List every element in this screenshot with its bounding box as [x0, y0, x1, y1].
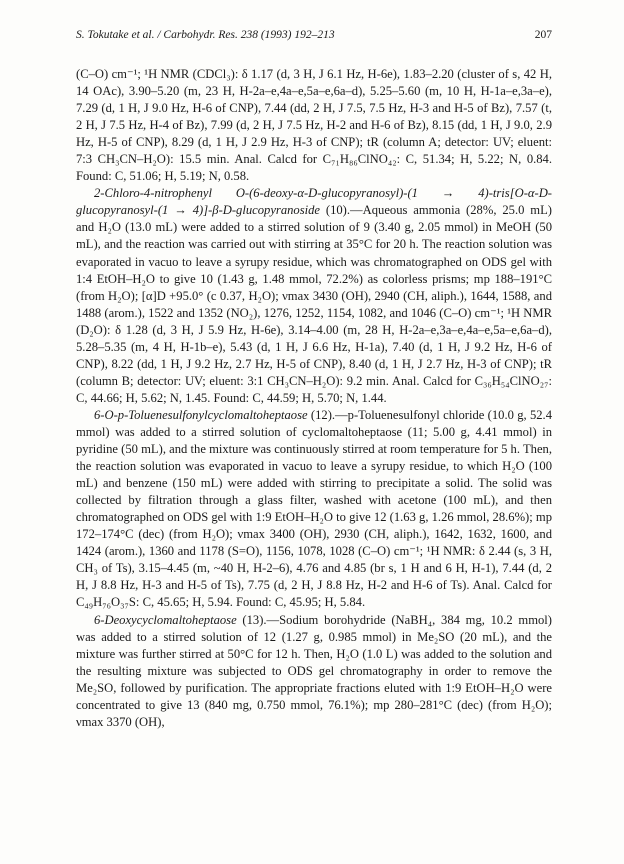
paragraph-text: —Sodium borohydride (NaBH₄, 384 mg, 10.2 mmol) was added to a stirred solution of 12 (1.27 g, 0.985 mmol) in Me₂SO (20 mL), and the mixture was further stirred at 50°C for 12 h. Then, H₂O (1.0 L) was added to the solution and the resulting mixture was subjected to ODS gel chromatography in order to remove the Me₂SO, followed by purification. The appropriate fractions eluted with 1:9 EtOH–H₂O were concentrated to give 13 (840 mg, 0.750 mmol, 76.1%); mp 280–281°C (dec) (from H₂O); νmax 3370 (OH), — [76, 612, 552, 729]
compound-title: 2-Chloro-4-nitrophenyl O-(6-deoxy-α-D-glucopyranosyl)-(1 → 4)-tris[O-α-D-glucopyranosyl-(1 → 4)]-β-D-glucopyranoside — [76, 186, 552, 218]
running-head — [76, 29, 552, 47]
compound-title: 6-O-p-Toluenesulfonylcyclomaltoheptaose — [94, 407, 308, 422]
paragraph-compound-13 — [76, 612, 552, 731]
paragraph-text: —Aqueous ammonia (28%, 25.0 mL) and H₂O (13.0 mL) were added to a stirred solution of 9 (3.40 g, 2.05 mmol) in MeOH (50 mL), and the reaction was carried out with stirring at 35°C for 20 h. The reaction solution was evaporated in vacuo to leave a syrupy residue, which was chromatographed on ODS gel with 1:4 EtOH–H₂O to give 10 (1.43 g, 1.48 mmol, 72.2%) as colorless prisms; mp 188–191°C (from H₂O); [α]D +95.0° (c 0.37, H₂O); νmax 3430 (OH), 2940 (CH, aliph.), 1644, 1588, and 1488 (arom.), 1522 and 1352 (NO₂), 1276, 1252, 1154, 1082, and 1046 (C–O) cm⁻¹; ¹H NMR (D₂O): δ 1.28 (d, 3 H, J 5.9 Hz, H-6e), 3.14–4.00 (m, 28 H, H-2a–e,3a–e,4a–e,5a–e,6a–d), 5.28–5.35 (m, 4 H, H-1b–e), 5.43 (d, 1 H, J 6.6 Hz, H-1a), 7.40 (d, 1 H, J 9.2 Hz, H-6 of CNP), 8.22 (dd, 1 H, J 9.2 Hz, 2.7 Hz, H-5 of CNP), 8.40 (d, 1 H, J 2.7 Hz, H-3 of CNP); tR (column B; detector: UV; eluent: 3:1 CH₃CN–H₂O): 9.2 min. Anal. Calcd for C₃₆H₅₄ClNO₂₇: C, 44.66; H, 5.62; N, 1.45. Found: C, 44.59; H, 5.70; N, 1.44. — [76, 203, 552, 405]
paragraph-continuation — [76, 66, 552, 185]
paragraph-compound-12 — [76, 407, 552, 612]
paragraph-compound-10 — [76, 185, 552, 407]
body-text — [76, 66, 552, 731]
compound-number: (12). — [307, 407, 336, 422]
paragraph-text: —p-Toluenesulfonyl chloride (10.0 g, 52.4 mmol) was added to a stirred solution of cyclomaltoheptaose (11; 5.00 g, 4.41 mmol) in pyridine (50 mL), and the mixture was continuously stirred at room temperature for 5 h. Then, the reaction solution was evaporated in vacuo to leave a syrupy residue, to which H₂O (100 mL) and benzene (150 mL) were added with stirring to precipitate a solid. The solid was collected by filtration through a glass filter, washed with acetone (100 mL), and then chromatographed on ODS gel with 1:9 EtOH–H₂O to give 12 (1.63 g, 1.26 mmol, 28.6%); mp 172–174°C (dec) (from H₂O); νmax 3400 (OH), 2930 (CH, aliph.), 1642, 1632, 1600, and 1424 (arom.), 1360 and 1178 (S=O), 1156, 1078, 1028 (C–O) cm⁻¹; ¹H NMR: δ 2.44 (s, 3 H, CH₃ of Ts), 3.15–4.45 (m, ~40 H, H-2–6), 4.76 and 4.85 (br s, 1 H and 6 H, H-1), 7.44 (d, 2 H, J 8.8 Hz, H-3 and H-5 of Ts), 7.75 (d, 2 H, J 8.8 Hz, H-2 and H-6 of Ts). Anal. Calcd for C₄₉H₇₆O₃₇S: C, 45.65; H, 5.94. Found: C, 45.95; H, 5.84. — [76, 407, 553, 610]
page-number: 207 — [534, 29, 552, 41]
paragraph-text: (C–O) cm⁻¹; ¹H NMR (CDCl₃): δ 1.17 (d, 3 H, J 6.1 Hz, H-6e), 1.83–2.20 (cluster of s, 42 H, 14 OAc), 3.90–5.20 (m, 23 H, H-2a–e,4a–e,5a–e,6a–d), 5.25–5.60 (m, 10 H, H-1a–e,3a–e), 7.29 (d, 1 H, J 9.0 Hz, H-6 of CNP), 7.44 (dd, 2 H, J 7.5, 7.5 Hz, H-3 and H-5 of Bz), 7.57 (t, 2 H, J 7.5 Hz, H-4 of Bz), 7.99 (d, 2 H, J 7.5 Hz, H-2 and H-6 of Bz), 8.15 (dd, 1 H, J 9.0, 2.9 Hz, H-5 of CNP), 8.29 (d, 1 H, J 2.9 Hz, H-3 of CNP); tR (column A; detector: UV; eluent: 7:3 CH₃CN–H₂O): 15.5 min. Anal. Calcd for C₇₁H₈₆ClNO₄₂: C, 51.34; H, 5.22; N, 0.84. Found: C, 51.06; H, 5.19; N, 0.58. — [76, 67, 552, 184]
compound-number: (13). — [236, 612, 267, 627]
compound-title: 6-Deoxycyclomaltoheptaose — [94, 612, 237, 627]
running-title: S. Tokutake et al. / Carbohydr. Res. 238 (1993) 192–213 — [76, 29, 335, 41]
compound-number: (10). — [320, 203, 351, 218]
